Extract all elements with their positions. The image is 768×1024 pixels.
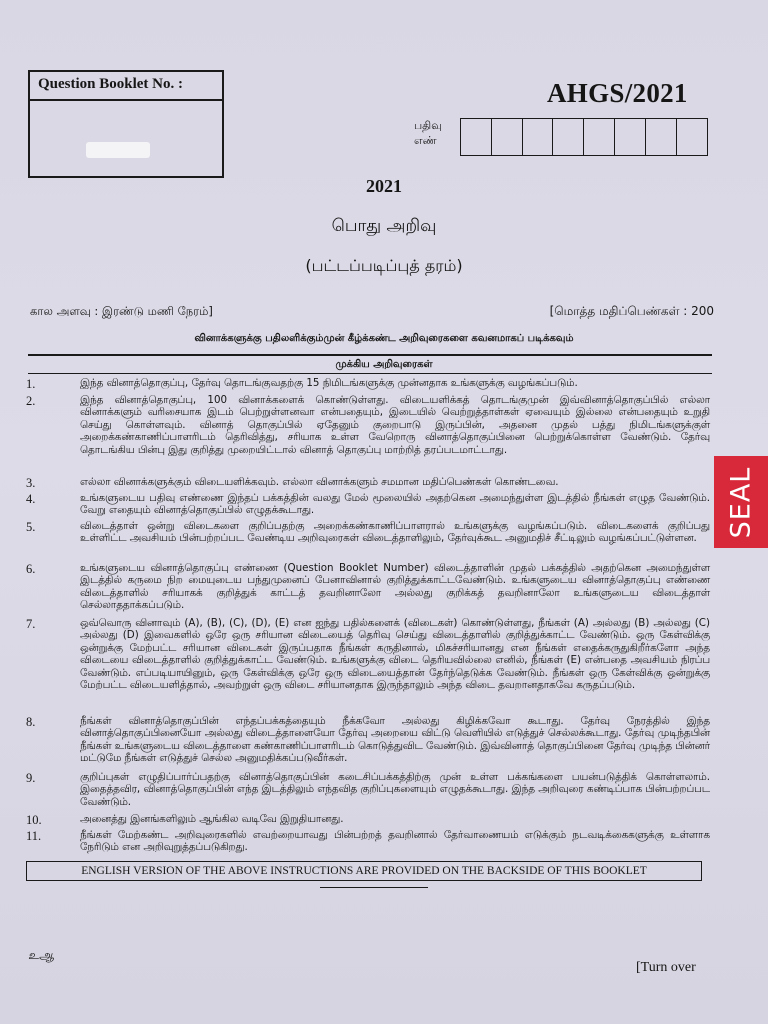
booklet-number-label: Question Booklet No. : — [38, 76, 184, 92]
instruction-text: உங்களுடைய பதிவு எண்ணை இந்தப் பக்கத்தின் வலது மேல் மூலையில் அதற்கென அமைந்துள்ள இடத்தில் நீங்கள் எழுத வேண்டும். வேறு எதையும் வினாத்தொகுப்பில் எழுதக்கூடாது. — [80, 492, 710, 517]
instruction-item-6 — [26, 562, 710, 612]
instruction-number: 1. — [26, 377, 36, 391]
instruction-text: குறிப்புகள் எழுதிப்பார்ப்பதற்கு வினாத்தொகுப்பின் கடைசிப்பக்கத்திற்கு முன் உள்ள பக்கங்களை பயன்படுத்திக் கொள்ளலாம். இதைத்தவிர, வினாத்தொகுப்பின் எந்த இடத்திலும் எந்தவித குறிப்புகளையும் எழுதக்கூடாது. இந்த அறிவுரை கண்டிப்பாக பின்பற்றப்பட வேண்டும். — [80, 771, 710, 808]
instruction-text: அனைத்து இனங்களிலும் ஆங்கில வடிவே இறுதியானது. — [80, 813, 344, 825]
instruction-item-2 — [26, 394, 710, 456]
important-instructions-heading: முக்கிய அறிவுரைகள் — [335, 359, 433, 370]
instruction-number: 5. — [26, 520, 36, 534]
instruction-item-5 — [26, 520, 710, 545]
exam-year: 2021 — [366, 176, 402, 196]
instruction-number: 8. — [26, 715, 36, 729]
instruction-text: நீங்கள் மேற்கண்ட அறிவுரைகளில் எவற்றையாவது பின்பற்றத் தவறினால் தேர்வாணையம் எடுக்கும் நடவடிக்கைகளுக்கு உள்ளாக நேரிடும் என அறிவுறுத்தப்படுகிறது. — [80, 829, 710, 854]
instruction-text: விடைத்தாள் ஒன்று விடைகளை குறிப்பதற்கு அறைக்கண்காணிப்பாளரால் உங்களுக்கு வழங்கப்படும். விடைகளைக் குறிப்பது உள்ளிட்ட அவசியம் பின்பற்றப்பட வேண்டிய அறிவுரைகள் விடைத்தாளிலும், தேர்வுக்கூட அனுமதிச் சீட்டிலும் வழங்கப்பட்டுள்ளன. — [80, 520, 710, 545]
instruction-item-4 — [26, 492, 710, 517]
instruction-item-11 — [26, 829, 710, 854]
seal-sticker — [714, 456, 768, 548]
register-number-cell — [646, 119, 677, 155]
instruction-text: இந்த வினாத்தொகுப்பு, தேர்வு தொடங்குவதற்கு 15 நிமிடங்களுக்கு முன்னதாக உங்களுக்கு வழங்கப்படும். — [80, 377, 578, 389]
register-number-grid — [460, 118, 708, 156]
instruction-item-9 — [26, 771, 710, 808]
register-number-cell — [615, 119, 646, 155]
instruction-item-10 — [26, 813, 710, 825]
read-instructions-note: வினாக்களுக்கு பதிலளிக்கும்முன் கீழ்க்கண்ட அறிவுரைகளை கவனமாகப் படிக்கவும் — [194, 333, 574, 344]
register-label-line1: பதிவு — [414, 119, 442, 132]
instruction-text: எல்லா வினாக்களுக்கும் விடையளிக்கவும். எல்லா வினாக்களும் சமமான மதிப்பெண்கள் கொண்டவை. — [80, 476, 559, 488]
instruction-number: 9. — [26, 771, 36, 785]
question-booklet-number-box — [28, 70, 224, 178]
instruction-number: 6. — [26, 562, 36, 576]
instruction-text: ஒவ்வொரு வினாவும் (A), (B), (C), (D), (E) என ஐந்து பதில்களைக் (விடைகள்) கொண்டுள்ளது, நீங்கள் (A) அல்லது (B) அல்லது (C) அல்லது (D) இவைகளில் ஒரே ஒரு சரியான விடையைத் தெரிவு செய்து விடைத்தாளில் குறித்துக்காட்ட வேண்டும். ஒரு கேள்விக்கு ஒன்றுக்கு மேற்பட்ட சரியான விடைகள் இருப்பதாக நீங்கள் கருதினால், மிகச்சரியானது என நீங்கள் எதைக்கருதுகிறீர்களோ அந்த விடையை விடைத்தாளில் குறித்துக்காட்ட வேண்டும். உங்களுக்கு விடை தெரியவில்லை எனில், நீங்கள் (E) என்பதை அவசியம் நிரப்ப வேண்டும். எப்படியாயினும், ஒரு கேள்விக்கு ஒரே ஒரு விடையைத்தான் தேர்ந்தெடுக்க வேண்டும். நீங்கள் ஒரு கேள்விக்கு ஒன்றுக்கு மேற்பட்ட விடையளித்தால், அவற்றுள் ஒரு விடை சரியானதாக இருந்தாலும் அந்த விடை தவறானதாகவே கருதப்படும். — [80, 617, 710, 692]
instruction-item-1 — [26, 377, 710, 389]
seal-label: SEAL — [725, 466, 757, 538]
instruction-text: இந்த வினாத்தொகுப்பு, 100 வினாக்களைக் கொண்டுள்ளது. விடையளிக்கத் தொடங்குமுன் இவ்வினாத்தொகுப்பில் எல்லா வினாக்களும் வரிசையாக இடம் பெற்றுள்ளனவா என்பதையும், இடையில் வெற்றுத்தாள்கள் ஏவையும் இல்லை என்பதையும் உறுதி செய்து கொள்ளவும். வினாத் தொகுப்பில் ஏதேனும் குறைபாடு இருப்பின், அதனை முதல் பத்து நிமிடங்களுக்குள் அறைக்கண்காணிப்பாளரிடம் தெரிவித்து, சரியாக உள்ள வேறொரு வினாத்தொகுப்பினை பெற்றுக்கொள்ள வேண்டும். தேர்வு தொடங்கிய பின்பு இது குறித்து முறையிட்டால் வினாத் தொகுப்பு மாற்றித் தரப்படமாட்டாது. — [80, 394, 710, 456]
register-number-cell — [553, 119, 584, 155]
instruction-number: 7. — [26, 617, 36, 631]
divider-heading — [28, 373, 712, 374]
exam-code: AHGS/2021 — [547, 78, 688, 108]
instruction-number: 11. — [26, 829, 42, 843]
instruction-text: நீங்கள் வினாத்தொகுப்பின் எந்தப்பக்கத்தையும் நீக்கவோ அல்லது கிழிக்கவோ கூடாது. தேர்வு நேரத்தில் இந்த வினாத்தொகுப்பினையோ அல்லது விடைத்தாளையோ தேர்வு அறையை விட்டு வெளியில் எடுத்துச் செல்லக்கூடாது. தேர்வு முடிந்தபின் நீங்கள் உங்களுடைய விடைத்தாளை கண்காணிப்பாளரிடம் கொடுத்துவிட வேண்டும். இவ்வினாத் தொகுப்பினை தேர்வு முடிந்த பின்னர் மட்டுமே நீங்கள் எடுத்துச் செல்ல அனுமதிக்கப்படுவீர்கள். — [80, 715, 710, 765]
instruction-item-8 — [26, 715, 710, 765]
instruction-number: 4. — [26, 492, 36, 506]
instruction-item-7 — [26, 617, 710, 691]
exam-subject: பொது அறிவு — [331, 216, 437, 236]
register-label-line2: எண் — [414, 134, 437, 147]
register-number-cell — [523, 119, 554, 155]
register-number-label — [414, 118, 442, 148]
page-mark: உஆ — [28, 948, 55, 962]
exam-duration: கால அளவு : இரண்டு மணி நேரம்] — [30, 304, 213, 318]
divider-top — [28, 354, 712, 356]
register-number-cell — [677, 119, 708, 155]
divider-bottom — [320, 887, 428, 888]
turn-over-note: [Turn over — [636, 960, 696, 975]
english-version-note: ENGLISH VERSION OF THE ABOVE INSTRUCTIONS ARE PROVIDED ON THE BACKSIDE OF THIS BOOKLET — [26, 861, 702, 881]
register-number-cell — [492, 119, 523, 155]
exam-level: (பட்டப்படிப்புத் தரம்) — [305, 256, 463, 275]
instruction-item-3 — [26, 476, 710, 488]
instruction-text: உங்களுடைய வினாத்தொகுப்பு எண்ணை (Question Booklet Number) விடைத்தாளின் முதல் பக்கத்தில் அதற்கென அமைந்துள்ள இடத்தில் கருமை நிற மையுடைய பந்துமுனைப் பேனாவினால் குறித்துக்காட்டவேண்டும். உங்களுடைய வினாத்தொகுப்பு எண்ணை விடைத்தாளில் சரியாகக் குறித்துக் காட்டத் தவறினாலோ அல்லது குறிக்கத் தவறினாலோ உங்களுடைய விடைத்தாள் செல்லாததாக்கப்படும். — [80, 562, 710, 612]
total-marks: [மொத்த மதிப்பெண்கள் : 200 — [549, 304, 714, 318]
instruction-number: 2. — [26, 394, 36, 408]
redacted-booklet-number — [86, 142, 150, 158]
register-number-cell — [584, 119, 615, 155]
instruction-number: 3. — [26, 476, 36, 490]
booklet-box-divider — [30, 99, 222, 101]
register-number-cell — [461, 119, 492, 155]
instruction-number: 10. — [26, 813, 42, 827]
